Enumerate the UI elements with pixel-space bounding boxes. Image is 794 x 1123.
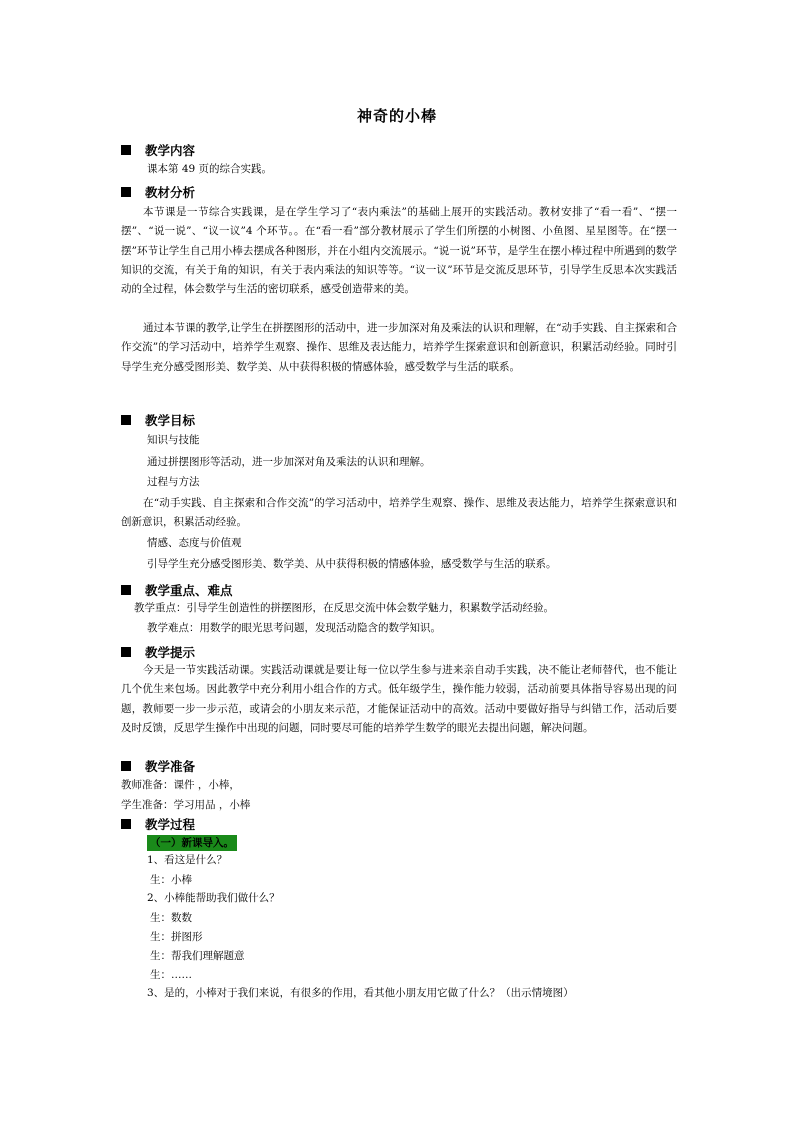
process-question-2: 2、小棒能帮助我们做什么？ [147,892,280,904]
goal-knowledge-label: 知识与技能 [147,434,200,446]
goal-emotion-label: 情感、态度与价值观 [147,537,242,549]
process-question-3: 3、是的，小棒对于我们来说，有很多的作用，看其他小朋友用它做了什么？（出示情境图） [147,987,574,999]
goal-method-text: 在“动手实践、自主探索和合作交流”的学习活动中，培养学生观察、操作、思维及表达能力，培养学生探索意识和创新意识，积累活动经验。 [121,497,677,529]
tips-paragraph: 今天是一节实践活动课。实践活动课就是要让每一位以学生参与进来亲自动手实践，决不能让老师替代，也不能让几个优生来包场。因此教学中充分利用小组合作的方式。低年级学生，操作能力较弱，活动前要具体指导容易出现的问题，教师要一步一步示范，或请会的小朋友来示范，才能保证活动中的高效。活动中要做好指导与纠错工作，活动后要及时反馈，反思学生操作中出现的问题，同时要尽可能的培养学生数学的眼光去提出问题，解决问题。 [121,664,677,734]
process-question-1: 1、看这是什么？ [147,854,228,866]
section-heading-process [121,815,195,833]
page-title: 神奇的小棒 [356,107,437,125]
square-bullet-icon [121,415,131,425]
analysis-paragraph-2: 通过本节课的教学,让学生在拼摆图形的活动中，进一步加深对角及乘法的认识和理解，在“动手实践、自主探索和合作交流”的学习活动中，培养学生观察、操作、思维及表达能力，培养学生探索意识和创新意识，积累活动经验。同时引导学生充分感受图形美、数学美、从中获得积极的情感体验，感受数学与生活的联系。 [121,322,677,373]
section-heading-text: 教学过程 [145,817,196,832]
section-heading-content [121,141,195,159]
process-answer-2-1: 生：数数 [150,912,192,924]
square-bullet-icon [121,819,131,829]
prep-student-text: 学生准备：学习用品 ，小棒 [121,799,251,811]
section-heading-key-points [121,581,233,599]
section-heading-text: 教材分析 [145,185,196,200]
section-heading-preparation [121,757,195,775]
key-focus-text: 教学重点：引导学生创造性的拼摆图形，在反思交流中体会数学魅力，积累数学活动经验。 [134,602,554,614]
goal-knowledge-text: 通过拼摆图形等活动，进一步加深对角及乘法的认识和理解。 [147,456,431,468]
goal-emotion-text: 引导学生充分感受图形美、数学美、从中获得积极的情感体验，感受数学与生活的联系。 [147,558,557,570]
process-answer-1: 生：小棒 [150,874,192,886]
square-bullet-icon [121,585,131,595]
process-answer-2-4: 生：…… [150,969,192,981]
square-bullet-icon [121,145,131,155]
section-heading-text: 教学内容 [145,143,196,158]
process-answer-2-3: 生：帮我们理解题意 [150,950,245,962]
section-heading-tips [121,643,195,661]
section-heading-goals [121,411,195,429]
process-stage-highlight: （一）新课导入。 [147,835,237,851]
prep-teacher-text: 教师准备：课件 ，小棒， [121,779,240,791]
square-bullet-icon [121,187,131,197]
process-answer-2-2: 生：拼图形 [150,931,203,943]
square-bullet-icon [121,761,131,771]
section-heading-text: 教学准备 [145,759,196,774]
section-heading-analysis [121,183,195,201]
section-heading-text: 教学目标 [145,413,196,428]
analysis-paragraph-1: 本节课是一节综合实践课，是在学生学习了“表内乘法”的基础上展开的实践活动。教材安排了“看一看”、“摆一摆”、“说一说”、“议一议”4 个环节。。在“看一看”部分教材展示了学生们所摆的小树图、小鱼图、星星图等。在“摆一摆”环节让学生自己用小棒去摆成各种图形，并在小组内交流展示。“说一说”环节，是学生在摆小棒过程中所遇到的数学知识的交流，有关于角的知识，有关于表内乘法的知识等等。“议一议”环节是交流反思环节，引导学生反思本次实践活动的全过程，体会数学与生活的密切联系，感受创造带来的美。 [121,206,677,296]
key-difficulty-text: 教学难点：用数学的眼光思考问题，发现活动隐含的数学知识。 [147,622,441,634]
section-heading-text: 教学重点、难点 [145,583,233,598]
section-heading-text: 教学提示 [145,645,196,660]
content-text: 课本第 49 页的综合实践。 [147,163,273,175]
goal-method-label: 过程与方法 [147,476,200,488]
square-bullet-icon [121,647,131,657]
